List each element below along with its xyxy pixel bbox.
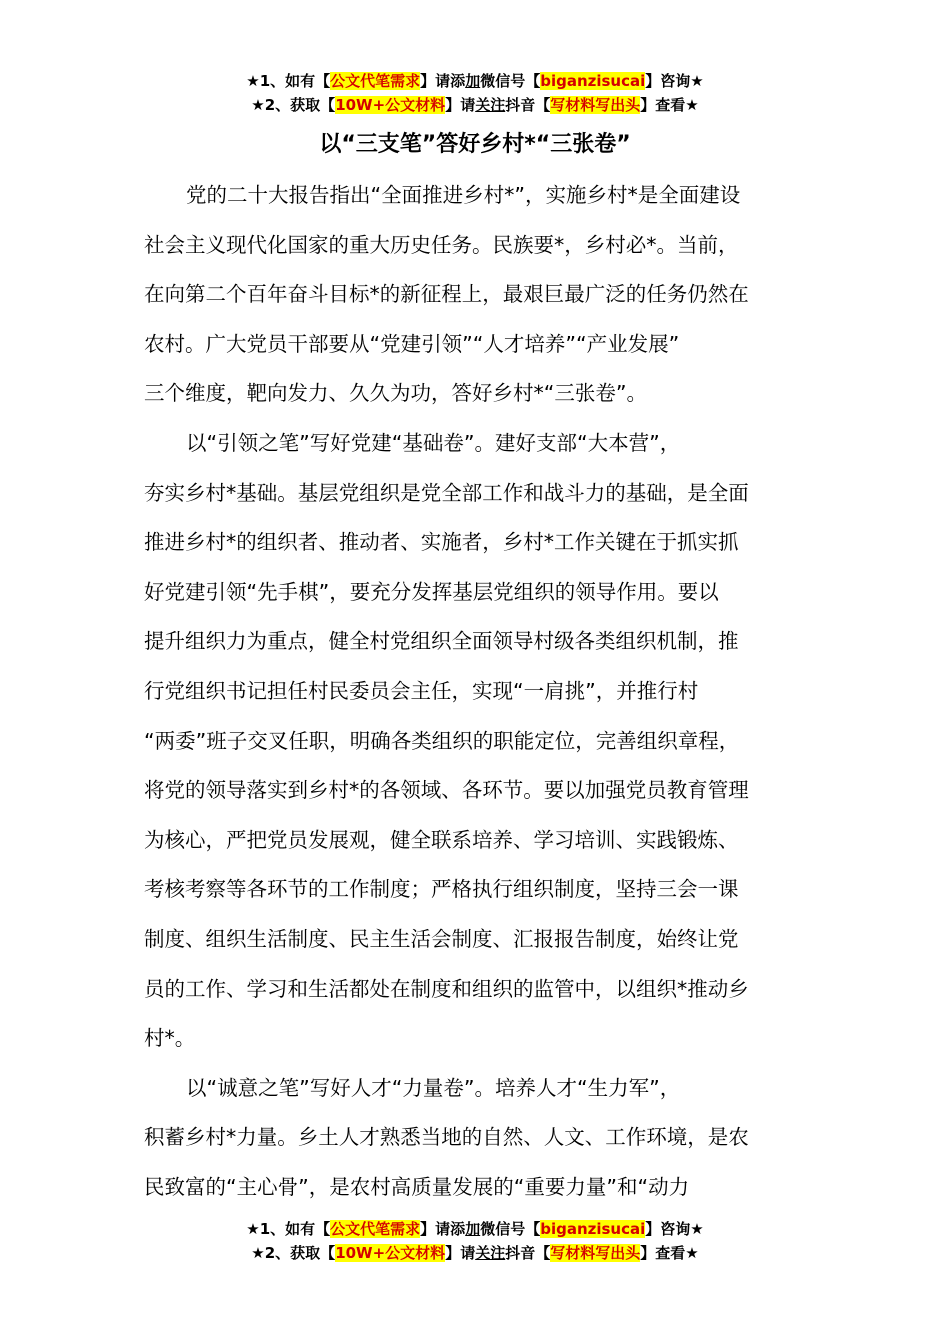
banner-text: 】请添 [420,1220,466,1238]
banner-text: 】查看★ [640,96,699,114]
banner-highlight: 10W+公文材料 [335,96,446,114]
banner-text: ★1、如有【 [246,1220,331,1238]
banner-text: 微信号【 [480,72,541,90]
text-line: 将党的领导落实到乡村*的各领域、各环节。要以加强党员教育管理 [144,778,749,803]
banner-text: ★2、获取【 [251,1244,336,1262]
document-body [144,176,809,1217]
banner-text: 】请添 [420,72,466,90]
banner-text: 】请 [445,96,476,114]
banner-line-2 [0,1241,950,1265]
banner-text: ★1、如有【 [246,72,331,90]
text-line: 以“引领之笔”写好党建“基础卷”。建好支部“大本营”， [186,430,681,455]
text-line: 社会主义现代化国家的重大历史任务。民族要*，乡村必*。当前， [144,232,739,257]
banner-line-2 [0,93,950,117]
text-line: 党的二十大报告指出“全面推进乡村*”，实施乡村*是全面建设 [186,183,741,207]
header-banner [0,69,950,117]
banner-line-1 [0,69,950,93]
banner-highlight: 写材料写出头 [550,96,641,114]
banner-highlight: 写材料写出头 [550,1244,641,1262]
banner-text: 】咨询★ [645,1220,704,1238]
banner-underlined-text: 加 [465,72,481,90]
banner-text: 】请 [445,1244,476,1262]
text-line: 为核心，严把党员发展观，健全联系培养、学习培训、实践锻炼、 [144,827,739,852]
text-line: 推进乡村*的组织者、推动者、实施者，乡村*工作关键在于抓实抓 [144,530,739,555]
text-line: 以“诚意之笔”写好人才“力量卷”。培养人才“生力军”， [186,1075,681,1100]
banner-underlined-text: 关注 [475,96,506,114]
banner-highlight: 公文代笔需求 [330,72,421,90]
banner-highlight: biganzisucai [540,72,646,90]
banner-underlined-text: 关注 [475,1244,506,1262]
text-line: 夯实乡村*基础。基层党组织是党全部工作和战斗力的基础，是全面 [144,480,749,505]
banner-underlined-text: 加 [465,1220,481,1238]
text-line: 考核考察等各环节的工作制度；严格执行组织制度，坚持三会一课 [144,877,739,902]
banner-text: 抖音【 [505,96,551,114]
banner-text: ★2、获取【 [251,96,336,114]
text-line: 制度、组织生活制度、民主生活会制度、汇报报告制度，始终让党 [144,926,739,951]
banner-text: 】咨询★ [645,72,704,90]
text-line: 农村。广大党员干部要从“党建引领”“人才培养”“产业发展” [144,331,680,356]
banner-highlight: 10W+公文材料 [335,1244,446,1262]
text-line: 积蓄乡村*力量。乡土人才熟悉当地的自然、人文、工作环境，是农 [144,1125,749,1150]
banner-text: 抖音【 [505,1244,551,1262]
text-line: “两委”班子交叉任职，明确各类组织的职能定位，完善组织章程， [144,728,740,753]
text-line: 行党组织书记担任村民委员会主任，实现“一肩挑”，并推行村 [144,678,699,703]
banner-text: 微信号【 [480,1220,541,1238]
banner-highlight: biganzisucai [540,1220,646,1238]
text-line: 提升组织力为重点，健全村党组织全面领导村级各类组织机制，推 [144,629,739,654]
banner-line-1 [0,1217,950,1241]
text-line: 在向第二个百年奋斗目标*的新征程上，最艰巨最广泛的任务仍然在 [144,282,749,307]
text-line: 三个维度，靶向发力、久久为功，答好乡村*“三张卷”。 [144,381,647,406]
document-title: 以“三支笔”答好乡村*“三张卷” [319,132,631,157]
banner-text: 】查看★ [640,1244,699,1262]
footer-banner [0,1217,950,1265]
text-line: 民致富的“主心骨”，是农村高质量发展的“重要力量”和“动力 [144,1174,690,1199]
banner-highlight: 公文代笔需求 [330,1220,421,1238]
text-line: 员的工作、学习和生活都处在制度和组织的监管中，以组织*推动乡 [144,976,749,1001]
text-line: 村*。 [144,1026,196,1051]
text-line: 好党建引领“先手棋”，要充分发挥基层党组织的领导作用。要以 [144,579,719,604]
